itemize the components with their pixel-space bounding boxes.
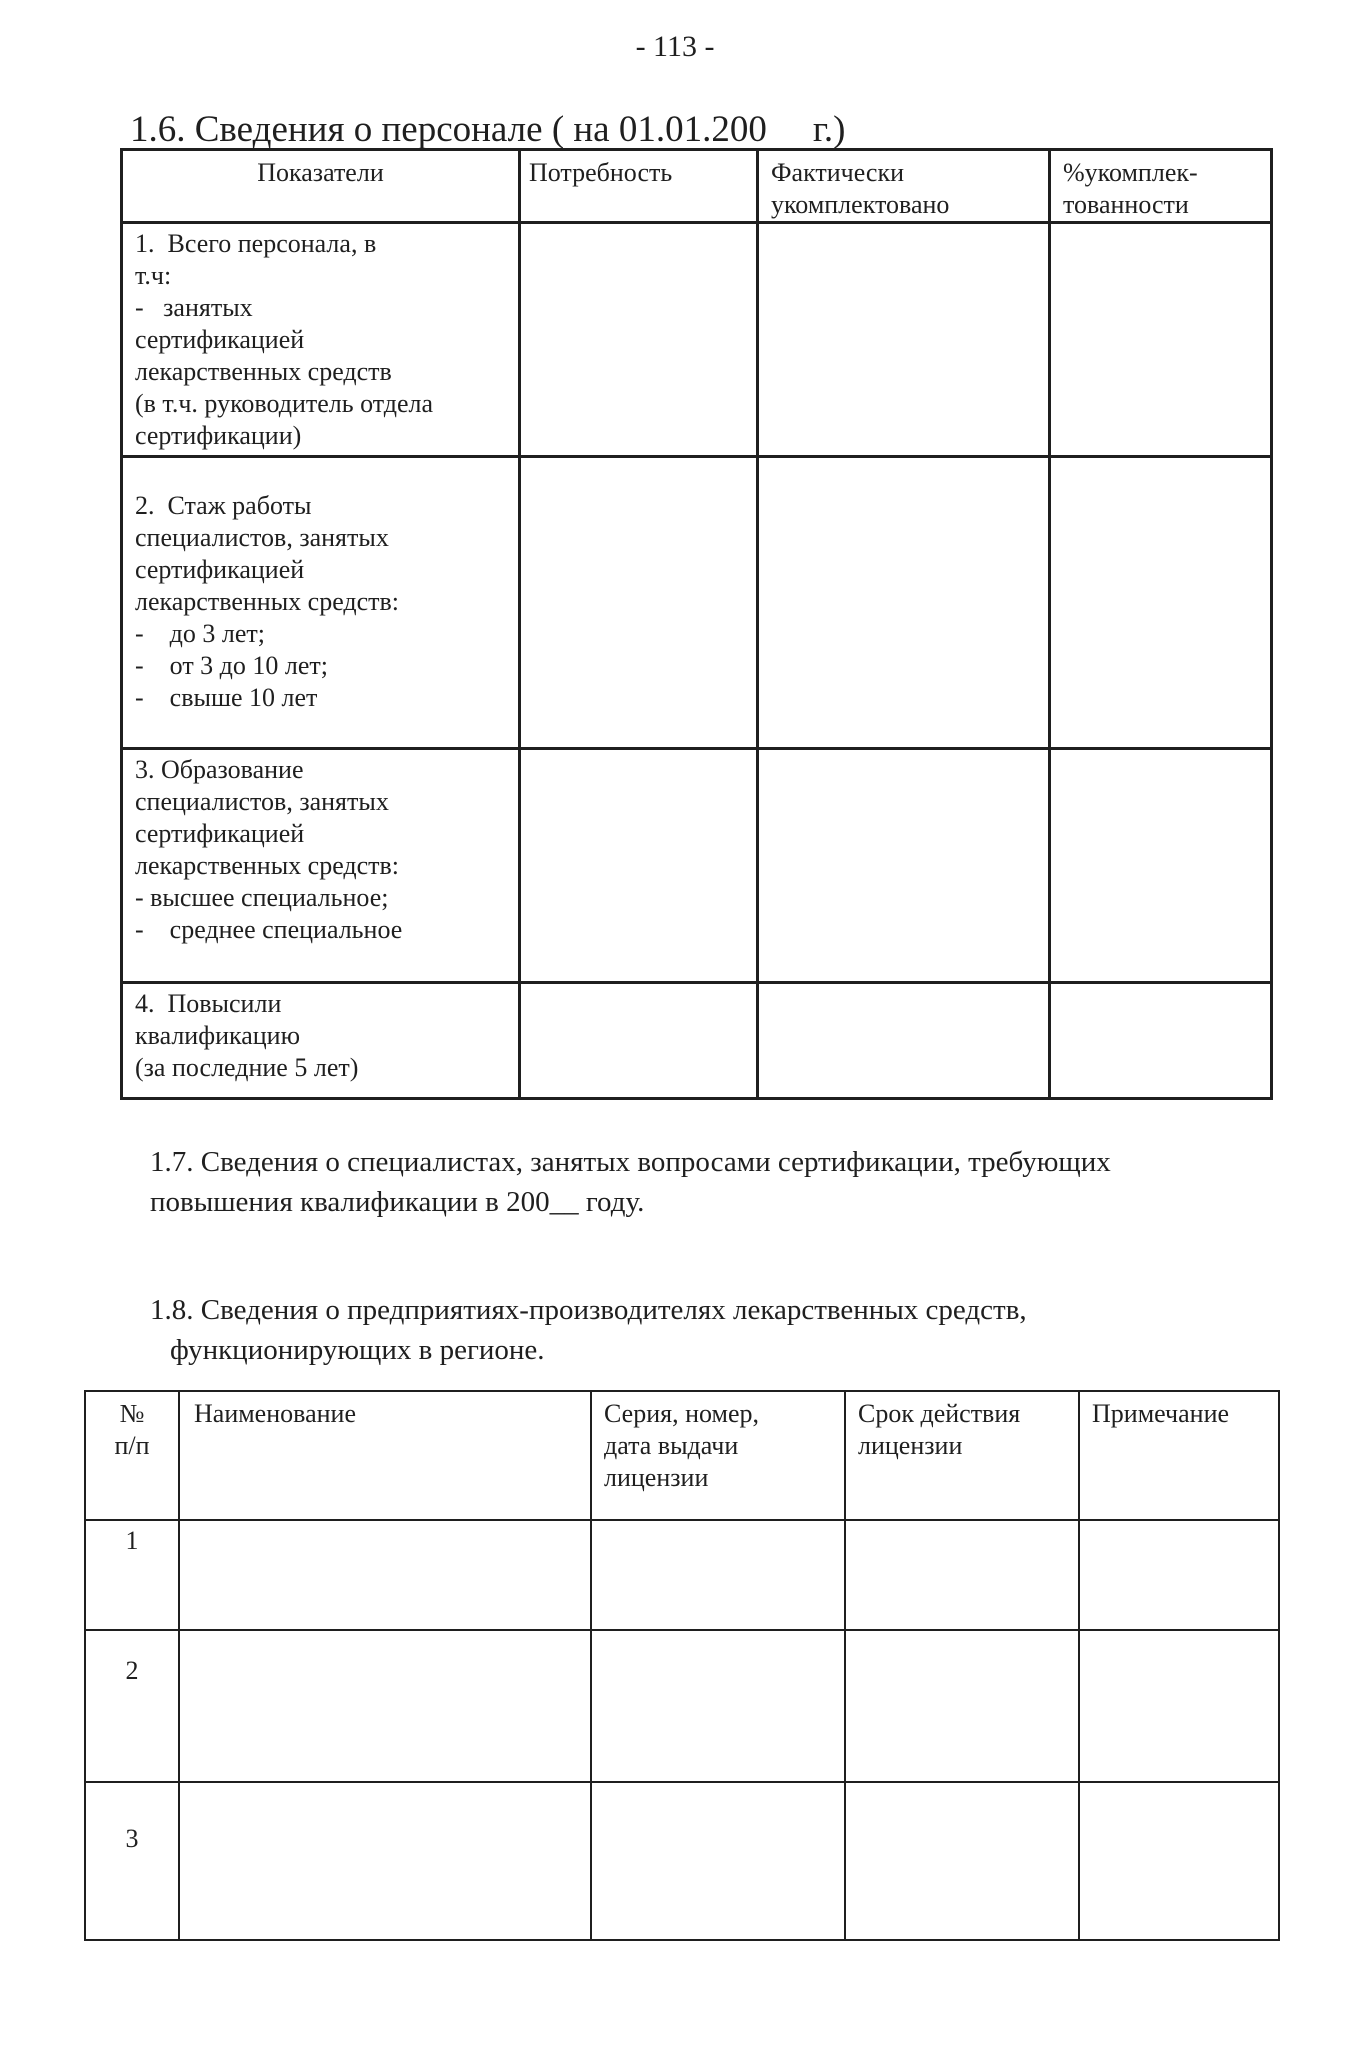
- staff-table-header-row: [122, 150, 1272, 223]
- empty-cell[interactable]: [179, 1520, 591, 1630]
- row-number: 2: [125, 1656, 139, 1685]
- row-number: 1: [125, 1526, 139, 1555]
- table-row: [85, 1782, 1279, 1940]
- col-indicators-header: Показатели: [257, 158, 384, 187]
- enterprise-table-header-cell: [1079, 1391, 1279, 1520]
- empty-cell[interactable]: [179, 1630, 591, 1782]
- empty-cell[interactable]: [1079, 1630, 1279, 1782]
- table-row: [85, 1520, 1279, 1630]
- section-1-6-heading: [130, 108, 845, 151]
- col-percent-header: %укомплек- тованности: [1063, 158, 1198, 219]
- empty-cell[interactable]: [845, 1520, 1079, 1630]
- enterprise-table-header-cell: [179, 1391, 591, 1520]
- empty-cell[interactable]: [1050, 749, 1272, 983]
- empty-cell[interactable]: [179, 1782, 591, 1940]
- empty-cell[interactable]: [1050, 457, 1272, 749]
- staff-table-label-cell: [122, 457, 520, 749]
- empty-cell[interactable]: [1050, 223, 1272, 457]
- staff-table-header-cell: [758, 150, 1050, 223]
- staff-table-label-cell: [122, 749, 520, 983]
- enterprise-table-header-cell: [85, 1391, 179, 1520]
- section-1-8-line: 1.8. Сведения о предприятиях-производителях лекарственных средств,: [150, 1294, 1027, 1326]
- empty-cell[interactable]: [758, 457, 1050, 749]
- empty-cell[interactable]: [1050, 983, 1272, 1099]
- empty-cell[interactable]: [520, 983, 758, 1099]
- staff-table-row: [122, 749, 1272, 983]
- empty-cell[interactable]: [1079, 1782, 1279, 1940]
- col-need-header: Потребность: [529, 158, 673, 187]
- empty-cell[interactable]: [1079, 1520, 1279, 1630]
- staff-table-label-cell: [122, 223, 520, 457]
- row-total-staff-label: 1. Всего персонала, в т.ч: - занятых сертификацией лекарственных средств (в т.ч. руководитель отдела сертификации): [135, 229, 434, 450]
- staff-table-label-cell: [122, 983, 520, 1099]
- empty-cell[interactable]: [520, 749, 758, 983]
- empty-cell[interactable]: [591, 1782, 845, 1940]
- empty-cell[interactable]: [758, 749, 1050, 983]
- col-name-header: Наименование: [194, 1399, 356, 1428]
- empty-cell[interactable]: [845, 1630, 1079, 1782]
- staff-table-header-cell: [122, 150, 520, 223]
- staff-table-row: [122, 983, 1272, 1099]
- empty-cell[interactable]: [520, 457, 758, 749]
- row-number: 3: [125, 1824, 139, 1853]
- row-number-cell: [85, 1782, 179, 1940]
- table-row: [85, 1630, 1279, 1782]
- staff-table-header-cell: [1050, 150, 1272, 223]
- section-1-8-paragraph: [150, 1290, 1027, 1370]
- col-actual-header: Фактически укомплектовано: [771, 158, 950, 219]
- row-experience-label: 2. Стаж работы специалистов, занятых сертификацией лекарственных средств: - до 3 лет; - от 3 до 10 лет; - свыше 10 лет: [135, 491, 400, 712]
- section-1-6-heading-suffix: г.): [812, 109, 846, 150]
- staff-table-row: [122, 457, 1272, 749]
- section-1-7-paragraph: [150, 1142, 1111, 1222]
- enterprise-table-header-cell: [591, 1391, 845, 1520]
- row-qualification-label: 4. Повысили квалификацию (за последние 5 лет): [135, 989, 359, 1082]
- staff-table-row: [122, 223, 1272, 457]
- empty-cell[interactable]: [758, 983, 1050, 1099]
- enterprise-table-header-cell: [845, 1391, 1079, 1520]
- enterprise-table: [84, 1390, 1280, 1941]
- section-1-8-line: функционирующих в регионе.: [170, 1334, 545, 1366]
- col-notes-header: Примечание: [1092, 1399, 1230, 1428]
- col-validity-header: Срок действия лицензии: [858, 1399, 1021, 1460]
- empty-cell[interactable]: [520, 223, 758, 457]
- staff-table: [120, 148, 1273, 1100]
- section-1-7-line: 1.7. Сведения о специалистах, занятых вопросами сертификации, требующих: [150, 1146, 1111, 1178]
- col-number-header: № п/п: [114, 1399, 150, 1460]
- empty-cell[interactable]: [591, 1520, 845, 1630]
- enterprise-table-header-row: [85, 1391, 1279, 1520]
- staff-table-header-cell: [520, 150, 758, 223]
- empty-cell[interactable]: [758, 223, 1050, 457]
- section-1-6-heading-prefix: 1.6. Сведения о персонале ( на 01.01.200: [130, 109, 767, 150]
- page-number: - 113 -: [635, 30, 715, 63]
- row-education-label: 3. Образование специалистов, занятых сертификацией лекарственных средств: - высшее специальное; - среднее специальное: [135, 755, 403, 944]
- col-license-header: Серия, номер, дата выдачи лицензии: [604, 1399, 759, 1492]
- section-1-7-line: повышения квалификации в 200__ году.: [150, 1186, 645, 1218]
- empty-cell[interactable]: [845, 1782, 1079, 1940]
- row-number-cell: [85, 1630, 179, 1782]
- row-number-cell: [85, 1520, 179, 1630]
- empty-cell[interactable]: [591, 1630, 845, 1782]
